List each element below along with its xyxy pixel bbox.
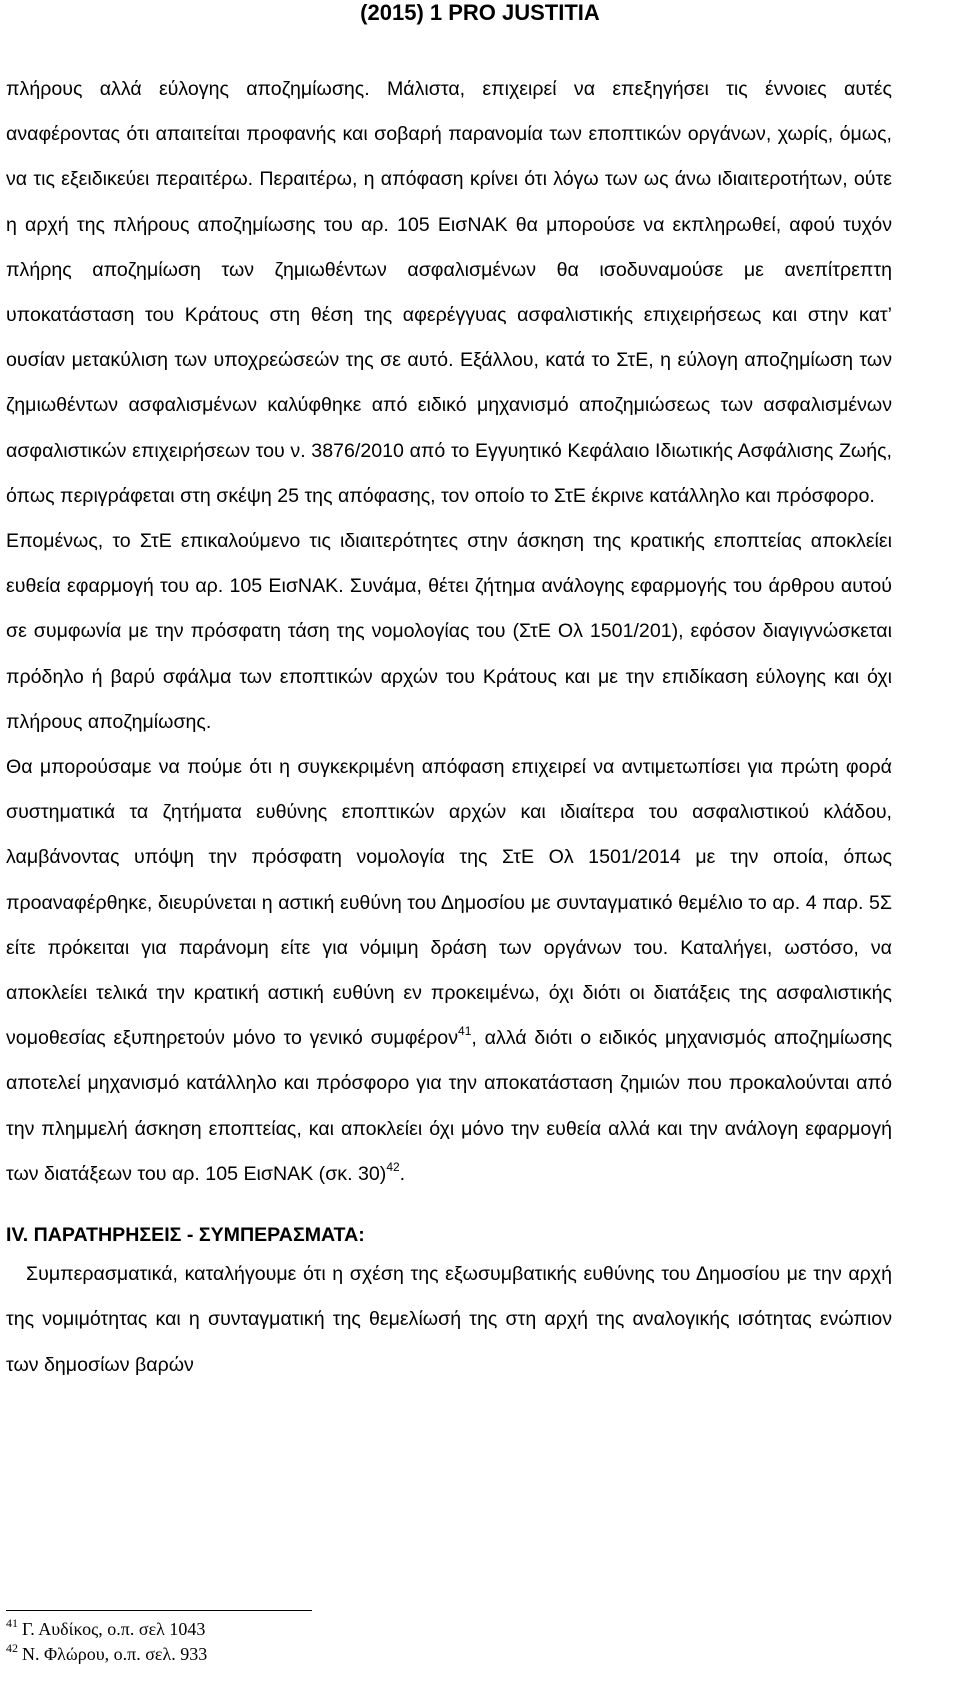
paragraph-1-text: πλήρους αλλά εύλογης αποζημίωσης. Μάλιστα, επιχειρεί να επεξηγήσει τις έννοιες αυτές αναφέροντας ότι απαιτείται προφανής και σοβαρή παρανομία των εποπτικών οργάνων, χωρίς, όμως, να τις εξειδικεύει περαιτέρω. Περαιτέρω, η απόφαση κρίνει ότι λόγω των ως άνω ιδιαιτεροτήτων, ούτε η αρχή της πλήρους αποζημίωσης του αρ. 105 ΕισΝΑΚ θα μπορούσε να εκπληρωθεί, αφού τυχόν πλήρης αποζημίωση των ζημιωθέντων ασφαλισμένων θα ισοδυναμούσε με ανεπίτρεπτη υποκατάσταση του Κράτους στη θέση της αφερέγγυας ασφαλιστικής επιχειρήσεως και στην κατ’ ουσίαν μετακύλιση των υποχρεώσεών της σε αυτό. Εξάλλου, κατά το ΣτΕ, η εύλογη αποζημίωση των ζημιωθέντων ασφαλισμένων καλύφθηκε από ειδικό μηχανισμό αποζημιώσεως των ασφαλισμένων ασφαλιστικών επιχειρήσεων του ν. 3876/2010 από το Εγγυητικό Κεφάλαιο Ιδιωτικής Ασφάλισης Ζωής, όπως περιγράφεται στη σκέψη 25 της απόφασης, τον οποίο το ΣτΕ έκρινε κατάλληλο και πρόσφορο. <box>6 78 892 507</box>
section-heading: IV. ΠΑΡΑΤΗΡΗΣΕΙΣ - ΣΥΜΠΕΡΑΣΜΑΤΑ: <box>6 1224 365 1247</box>
footnote-number: 42 <box>6 1641 18 1655</box>
paragraph-3-text-b: , αλλά διότι ο ειδικός μηχανισμός αποζημίωσης αποτελεί μηχανισμό κατάλληλο και πρόσφορο για την αποκατάσταση ζημιών που προκαλούνται από την πλημμελή άσκηση εποπτείας, και αποκλείει όχι μόνο την ευθεία αλλά και την ανάλογη εφαρμογή των διατάξεων του αρ. 105 ΕισΝΑΚ (σκ. 30) <box>6 1027 893 1185</box>
footnotes <box>6 1617 606 1667</box>
footnote-42 <box>6 1642 606 1667</box>
paragraph-3 <box>6 745 892 1197</box>
document-body <box>6 67 892 1388</box>
paragraph-3-text-a: Θα μπορούσαμε να πούμε ότι η συγκεκριμένη απόφαση επιχειρεί να αντιμετωπίσει για πρώτη φορά συστηματικά τα ζητήματα ευθύνης εποπτικών αρχών και ιδιαίτερα του ασφαλιστικού κλάδου, λαμβάνοντας υπόψη την πρόσφατη νομολογία της ΣτΕ Ολ 1501/2014 με την οποία, όπως προαναφέρθηκε, διευρύνεται η αστική ευθύνη του Δημοσίου με συνταγματικό θεμέλιο το αρ. 4 παρ. 5Σ είτε πρόκειται για παράνομη είτε για νόμιμη δράση των οργάνων του. Καταλήγει, ωστόσο, να αποκλείει τελικά την κρατική αστική ευθύνη εν προκειμένω, όχι διότι οι διατάξεις της ασφαλιστικής νομοθεσίας εξυπηρετούν μόνο το γενικό συμφέρον <box>6 756 892 1050</box>
footnote-text: Ν. Φλώρου, ο.π. σελ. 933 <box>22 1644 208 1664</box>
paragraph-4-text: Συμπερασματικά, καταλήγουμε ότι η σχέση της εξωσυμβατικής ευθύνης του Δημοσίου με την αρχή της νομιμότητας και η συνταγματική της θεμελίωσή της στη αρχή της αναλογικής ισότητας ενώπιον των δημοσίων βαρών <box>6 1263 892 1376</box>
paragraph-3-text-c: . <box>399 1162 406 1185</box>
footnote-number: 41 <box>6 1616 18 1630</box>
footnote-text: Γ. Αυδίκος, ο.π. σελ 1043 <box>22 1619 206 1639</box>
paragraph-1 <box>6 67 892 519</box>
footnote-ref-41[interactable]: 41 <box>458 1024 472 1039</box>
page-header: (2015) 1 PRO JUSTITIA <box>360 0 600 25</box>
footnote-41 <box>6 1617 606 1642</box>
footnote-divider <box>6 1610 312 1611</box>
paragraph-4 <box>6 1252 892 1388</box>
paragraph-2 <box>6 519 892 745</box>
footnote-ref-42[interactable]: 42 <box>386 1159 400 1174</box>
paragraph-2-text: Επομένως, το ΣτΕ επικαλούμενο τις ιδιαιτερότητες στην άσκηση της κρατικής εποπτείας αποκλείει ευθεία εφαρμογή του αρ. 105 ΕισΝΑΚ. Συνάμα, θέτει ζήτημα ανάλογης εφαρμογής του άρθρου αυτού σε συμφωνία με την πρόσφατη τάση της νομολογίας του (ΣτΕ Ολ 1501/201), εφόσον διαγιγνώσκεται πρόδηλο ή βαρύ σφάλμα των εποπτικών αρχών του Κράτους και με την επιδίκαση εύλογης και όχι πλήρους αποζημίωσης. <box>6 530 892 733</box>
